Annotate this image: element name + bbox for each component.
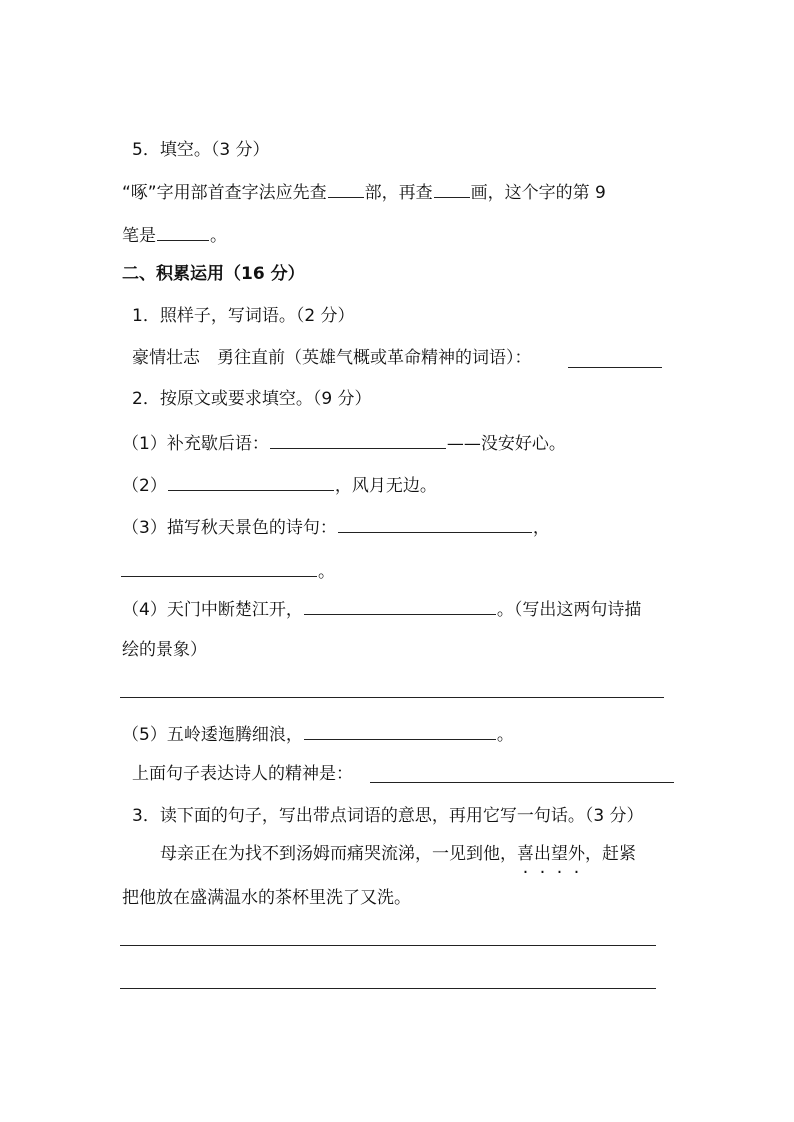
s2-item5-spirit-blank[interactable]	[370, 782, 674, 783]
dotted-char-1: 喜	[517, 844, 534, 864]
s2-item5-tail: 。	[496, 725, 514, 745]
s2-item5-blank[interactable]	[304, 721, 496, 740]
s2-item4-answer-line[interactable]	[120, 697, 664, 698]
s2-item1-label: （1）补充歇后语：	[122, 434, 269, 454]
s2-item1	[122, 430, 566, 456]
s1-prompt-line	[132, 346, 532, 370]
dotted-char-3: 望	[551, 844, 568, 864]
q5-text-a: “啄”字用部首查字法应先查	[122, 183, 327, 203]
s3-title: 3．读下面的句子，写出带点词语的意思，再用它写一句话。（3 分）	[132, 806, 644, 826]
q5-title: 5．填空。（3 分）	[132, 140, 270, 160]
s2-item2-label: （2）	[122, 476, 167, 496]
s2-item5-label: （5）五岭逶迤腾细浪，	[122, 725, 303, 745]
s2-title: 2．按原文或要求填空。（9 分）	[132, 389, 372, 409]
q5-blank-strokes[interactable]	[434, 179, 470, 198]
s2-item1-blank[interactable]	[270, 430, 446, 449]
s2-item5-spirit	[132, 762, 353, 786]
s1-prompt: 豪情壮志 勇往直前（英雄气概或革命精神的词语）：	[132, 348, 532, 368]
s3-passage-line2: 把他放在盛满温水的茶杯里洗了又洗。	[122, 888, 411, 908]
q5-text-b: 部，再查	[364, 183, 433, 203]
s2-item2-tail: ，风月无边。	[334, 476, 437, 496]
q5-text-d: 笔是	[122, 226, 156, 246]
s2-item3-comma: ，	[532, 518, 550, 538]
dotted-char-4: 外	[568, 844, 585, 864]
s2-item2-blank[interactable]	[168, 472, 334, 491]
q5-blank-radical[interactable]	[328, 179, 364, 198]
s3-answer-line-1[interactable]	[120, 945, 656, 946]
s3-passage-a: 母亲正在为找不到汤姆而痛哭流涕，一见到他，	[160, 844, 517, 864]
q5-line2	[122, 222, 227, 248]
section2-title: 二、积累运用（16 分）	[122, 264, 305, 284]
s2-item4-tail: 。（写出这两句诗描	[496, 600, 642, 620]
s3-passage-b: ，赶紧	[585, 844, 636, 864]
s2-item3-blank-a[interactable]	[338, 514, 532, 533]
s1-title: 1．照样子，写词语。（2 分）	[132, 306, 355, 326]
s2-item5-spirit-label: 上面句子表达诗人的精神是：	[132, 764, 353, 784]
q5-text-e: 。	[210, 226, 227, 246]
s1-answer-blank[interactable]	[568, 367, 662, 368]
s2-item2	[122, 472, 437, 498]
s2-item1-tail: ——没安好心。	[446, 434, 566, 454]
s3-passage-line1	[160, 842, 636, 866]
q5-line1	[122, 179, 606, 205]
dotted-char-2: 出	[534, 844, 551, 864]
s3-answer-line-2[interactable]	[120, 988, 656, 989]
s2-item4-label: （4）天门中断楚江开，	[122, 600, 303, 620]
q5-blank-ninth-stroke[interactable]	[157, 222, 209, 241]
s2-item4-cont: 绘的景象）	[122, 640, 207, 660]
s2-item3-label: （3）描写秋天景色的诗句：	[122, 518, 337, 538]
s2-item3	[122, 514, 550, 540]
s2-item4-blank[interactable]	[304, 596, 496, 615]
q5-text-c: 画，这个字的第 9	[470, 183, 606, 203]
s2-item5	[122, 721, 514, 747]
s2-item3-period: 。	[318, 562, 335, 582]
s2-item4	[122, 596, 641, 622]
s2-item3-blank-b[interactable]	[121, 558, 317, 577]
s2-item3-cont	[120, 558, 335, 584]
